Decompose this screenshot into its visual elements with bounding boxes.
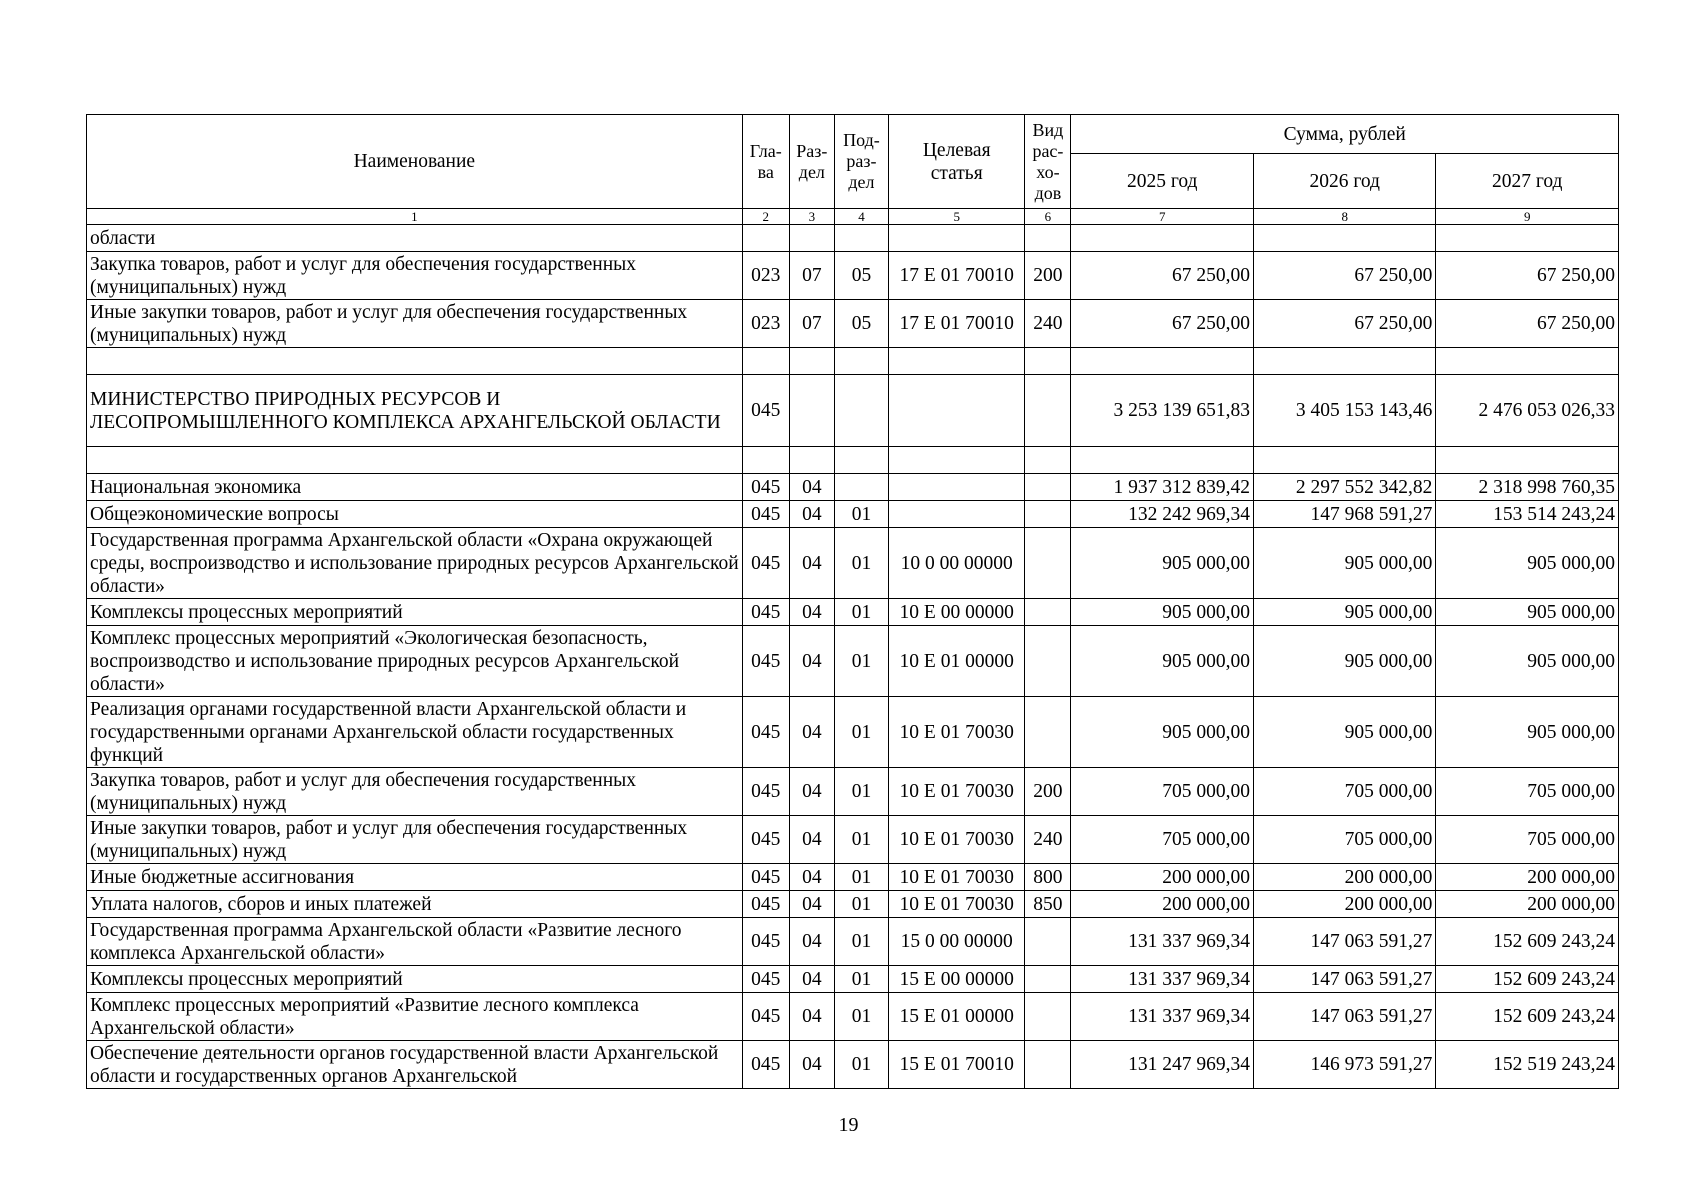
row-section: 04: [789, 816, 834, 864]
header-section: Раз- дел: [789, 115, 834, 209]
row-subsection: 01: [834, 1041, 888, 1089]
header-expense-type: Вид рас- хо- дов: [1025, 115, 1071, 209]
row-sum-2025: 131 337 969,34: [1071, 966, 1253, 993]
row-sum-2027: 905 000,00: [1436, 697, 1619, 768]
row-section: 04: [789, 626, 834, 697]
row-expense-type: 240: [1025, 300, 1071, 348]
row-sum-2027: 200 000,00: [1436, 891, 1619, 918]
row-sum-2026: 147 063 591,27: [1253, 966, 1435, 993]
row-target: [889, 447, 1025, 474]
row-name: [87, 447, 743, 474]
row-sum-2026: 67 250,00: [1253, 252, 1435, 300]
row-name: области: [87, 225, 743, 252]
row-sum-2026: 2 297 552 342,82: [1253, 474, 1435, 501]
row-section: 04: [789, 1041, 834, 1089]
row-subsection: 01: [834, 816, 888, 864]
column-number-row: [87, 209, 1619, 225]
row-section: 04: [789, 697, 834, 768]
row-chapter: 023: [742, 252, 789, 300]
row-name: Национальная экономика: [87, 474, 743, 501]
row-chapter: [742, 225, 789, 252]
row-expense-type: [1025, 348, 1071, 375]
row-target: 10 Е 01 70030: [889, 697, 1025, 768]
row-name: Иные закупки товаров, работ и услуг для обеспечения государственных (муниципальных) нужд: [87, 816, 743, 864]
row-target: 15 Е 01 70010: [889, 1041, 1025, 1089]
row-sum-2026: 705 000,00: [1253, 768, 1435, 816]
row-subsection: [834, 375, 888, 447]
row-chapter: 045: [742, 768, 789, 816]
page-number: 19: [838, 1114, 859, 1136]
row-subsection: 01: [834, 918, 888, 966]
column-number: 7: [1071, 209, 1253, 225]
table-row: [87, 993, 1619, 1041]
column-number: 9: [1436, 209, 1619, 225]
row-sum-2025: [1071, 447, 1253, 474]
row-subsection: 01: [834, 599, 888, 626]
row-subsection: 01: [834, 501, 888, 528]
row-expense-type: [1025, 474, 1071, 501]
row-subsection: 01: [834, 993, 888, 1041]
row-chapter: 045: [742, 1041, 789, 1089]
header-year-2027: 2027 год: [1436, 154, 1619, 209]
row-sum-2027: 152 519 243,24: [1436, 1041, 1619, 1089]
row-chapter: 045: [742, 474, 789, 501]
row-sum-2026: 147 063 591,27: [1253, 993, 1435, 1041]
row-chapter: 045: [742, 375, 789, 447]
row-sum-2026: [1253, 447, 1435, 474]
table-row: [87, 528, 1619, 599]
row-chapter: 045: [742, 501, 789, 528]
row-target: [889, 501, 1025, 528]
row-name: Комплекс процессных мероприятий «Экологическая безопасность, воспроизводство и использование природных ресурсов Архангельской области»: [87, 626, 743, 697]
row-sum-2026: 905 000,00: [1253, 626, 1435, 697]
row-target: 10 Е 01 00000: [889, 626, 1025, 697]
row-target: [889, 375, 1025, 447]
row-name: Реализация органами государственной власти Архангельской области и государственными органами Архангельской области государственных функций: [87, 697, 743, 768]
table-row: [87, 918, 1619, 966]
row-sum-2027: 905 000,00: [1436, 528, 1619, 599]
row-sum-2025: 905 000,00: [1071, 599, 1253, 626]
row-section: 07: [789, 252, 834, 300]
row-target: [889, 474, 1025, 501]
row-expense-type: 850: [1025, 891, 1071, 918]
row-target: 15 0 00 00000: [889, 918, 1025, 966]
row-expense-type: [1025, 918, 1071, 966]
table-row: [87, 474, 1619, 501]
row-chapter: 045: [742, 918, 789, 966]
row-subsection: 01: [834, 891, 888, 918]
table-row: [87, 447, 1619, 474]
row-chapter: 045: [742, 599, 789, 626]
row-name: Комплексы процессных мероприятий: [87, 966, 743, 993]
row-target: 10 Е 01 70030: [889, 768, 1025, 816]
row-sum-2025: 1 937 312 839,42: [1071, 474, 1253, 501]
row-name: [87, 348, 743, 375]
row-sum-2026: 200 000,00: [1253, 864, 1435, 891]
row-section: 04: [789, 474, 834, 501]
row-subsection: [834, 348, 888, 375]
row-target: [889, 225, 1025, 252]
row-sum-2026: 905 000,00: [1253, 528, 1435, 599]
row-sum-2025: 905 000,00: [1071, 626, 1253, 697]
budget-table: [86, 114, 1619, 1089]
row-sum-2027: 152 609 243,24: [1436, 966, 1619, 993]
column-number: 8: [1253, 209, 1435, 225]
row-chapter: 045: [742, 816, 789, 864]
row-section: [789, 225, 834, 252]
row-sum-2027: [1436, 348, 1619, 375]
row-subsection: [834, 474, 888, 501]
row-sum-2026: [1253, 348, 1435, 375]
row-sum-2026: 67 250,00: [1253, 300, 1435, 348]
row-expense-type: [1025, 697, 1071, 768]
row-subsection: [834, 447, 888, 474]
row-chapter: 045: [742, 993, 789, 1041]
header-name: Наименование: [87, 115, 743, 209]
row-subsection: 01: [834, 697, 888, 768]
row-chapter: [742, 348, 789, 375]
row-sum-2026: 146 973 591,27: [1253, 1041, 1435, 1089]
header-chapter: Гла- ва: [742, 115, 789, 209]
row-sum-2027: 67 250,00: [1436, 252, 1619, 300]
table-row: [87, 348, 1619, 375]
row-expense-type: [1025, 225, 1071, 252]
row-section: 07: [789, 300, 834, 348]
row-expense-type: [1025, 501, 1071, 528]
row-expense-type: [1025, 626, 1071, 697]
row-sum-2027: 905 000,00: [1436, 626, 1619, 697]
row-sum-2025: 3 253 139 651,83: [1071, 375, 1253, 447]
row-sum-2027: 905 000,00: [1436, 599, 1619, 626]
row-chapter: 045: [742, 966, 789, 993]
row-section: 04: [789, 528, 834, 599]
row-subsection: 01: [834, 966, 888, 993]
row-sum-2025: 131 247 969,34: [1071, 1041, 1253, 1089]
row-expense-type: 200: [1025, 252, 1071, 300]
row-sum-2025: 132 242 969,34: [1071, 501, 1253, 528]
row-sum-2026: 905 000,00: [1253, 697, 1435, 768]
row-name: Комплекс процессных мероприятий «Развитие лесного комплекса Архангельской области»: [87, 993, 743, 1041]
row-sum-2027: 152 609 243,24: [1436, 993, 1619, 1041]
row-name: Закупка товаров, работ и услуг для обеспечения государственных (муниципальных) нужд: [87, 252, 743, 300]
row-sum-2025: [1071, 348, 1253, 375]
header-year-2025: 2025 год: [1071, 154, 1253, 209]
row-sum-2025: 131 337 969,34: [1071, 918, 1253, 966]
row-target: 15 Е 01 00000: [889, 993, 1025, 1041]
row-name: МИНИСТЕРСТВО ПРИРОДНЫХ РЕСУРСОВ И ЛЕСОПРОМЫШЛЕННОГО КОМПЛЕКСА АРХАНГЕЛЬСКОЙ ОБЛАСТИ: [87, 375, 743, 447]
row-sum-2027: 2 318 998 760,35: [1436, 474, 1619, 501]
row-name: Обеспечение деятельности органов государственной власти Архангельской области и государственных органов Архангельской: [87, 1041, 743, 1089]
row-sum-2025: 905 000,00: [1071, 528, 1253, 599]
row-chapter: 045: [742, 697, 789, 768]
row-section: 04: [789, 891, 834, 918]
row-sum-2025: 200 000,00: [1071, 891, 1253, 918]
row-subsection: 01: [834, 768, 888, 816]
row-section: 04: [789, 993, 834, 1041]
row-target: 10 Е 01 70030: [889, 816, 1025, 864]
row-section: 04: [789, 864, 834, 891]
row-section: 04: [789, 918, 834, 966]
row-target: 10 Е 01 70030: [889, 891, 1025, 918]
row-sum-2025: 705 000,00: [1071, 768, 1253, 816]
row-name: Комплексы процессных мероприятий: [87, 599, 743, 626]
row-section: [789, 447, 834, 474]
row-sum-2025: 67 250,00: [1071, 300, 1253, 348]
row-expense-type: [1025, 993, 1071, 1041]
row-expense-type: [1025, 447, 1071, 474]
row-subsection: 05: [834, 300, 888, 348]
row-expense-type: [1025, 599, 1071, 626]
row-sum-2026: 705 000,00: [1253, 816, 1435, 864]
row-sum-2025: 200 000,00: [1071, 864, 1253, 891]
row-chapter: 045: [742, 864, 789, 891]
table-row: [87, 225, 1619, 252]
row-sum-2025: 131 337 969,34: [1071, 993, 1253, 1041]
row-sum-2027: 152 609 243,24: [1436, 918, 1619, 966]
row-section: 04: [789, 599, 834, 626]
row-subsection: 01: [834, 864, 888, 891]
row-expense-type: 200: [1025, 768, 1071, 816]
table-row: [87, 252, 1619, 300]
row-name: Иные бюджетные ассигнования: [87, 864, 743, 891]
row-name: Закупка товаров, работ и услуг для обеспечения государственных (муниципальных) нужд: [87, 768, 743, 816]
row-sum-2026: [1253, 225, 1435, 252]
table-row: [87, 891, 1619, 918]
column-number: 1: [87, 209, 743, 225]
row-sum-2025: [1071, 225, 1253, 252]
row-sum-2026: 147 968 591,27: [1253, 501, 1435, 528]
row-name: Государственная программа Архангельской области «Охрана окружающей среды, воспроизводство и использование природных ресурсов Архангельской области»: [87, 528, 743, 599]
row-sum-2027: 153 514 243,24: [1436, 501, 1619, 528]
row-sum-2025: 705 000,00: [1071, 816, 1253, 864]
row-chapter: 023: [742, 300, 789, 348]
row-target: [889, 348, 1025, 375]
row-name: Общеэкономические вопросы: [87, 501, 743, 528]
row-expense-type: 240: [1025, 816, 1071, 864]
row-expense-type: 800: [1025, 864, 1071, 891]
row-chapter: [742, 447, 789, 474]
row-sum-2027: [1436, 225, 1619, 252]
row-target: 17 Е 01 70010: [889, 252, 1025, 300]
table-row: [87, 501, 1619, 528]
row-name: Государственная программа Архангельской области «Развитие лесного комплекса Архангельской области»: [87, 918, 743, 966]
table-row: [87, 300, 1619, 348]
row-chapter: 045: [742, 528, 789, 599]
column-number: 5: [889, 209, 1025, 225]
row-sum-2025: 905 000,00: [1071, 697, 1253, 768]
row-sum-2026: 905 000,00: [1253, 599, 1435, 626]
table-row: [87, 966, 1619, 993]
row-sum-2026: 3 405 153 143,46: [1253, 375, 1435, 447]
header-subsection: Под- раз- дел: [834, 115, 888, 209]
row-sum-2027: 2 476 053 026,33: [1436, 375, 1619, 447]
header-sum: Сумма, рублей: [1071, 115, 1619, 154]
row-section: [789, 348, 834, 375]
row-target: 10 0 00 00000: [889, 528, 1025, 599]
table-row: [87, 375, 1619, 447]
row-sum-2025: 67 250,00: [1071, 252, 1253, 300]
row-sum-2027: [1436, 447, 1619, 474]
table-row: [87, 697, 1619, 768]
row-subsection: [834, 225, 888, 252]
header-year-2026: 2026 год: [1253, 154, 1435, 209]
row-expense-type: [1025, 966, 1071, 993]
header-target: Целевая статья: [889, 115, 1025, 209]
row-sum-2027: 200 000,00: [1436, 864, 1619, 891]
row-name: Уплата налогов, сборов и иных платежей: [87, 891, 743, 918]
row-target: 15 Е 00 00000: [889, 966, 1025, 993]
row-target: 10 Е 00 00000: [889, 599, 1025, 626]
column-number: 6: [1025, 209, 1071, 225]
row-section: [789, 375, 834, 447]
row-sum-2027: 705 000,00: [1436, 816, 1619, 864]
row-name: Иные закупки товаров, работ и услуг для обеспечения государственных (муниципальных) нужд: [87, 300, 743, 348]
column-number: 4: [834, 209, 888, 225]
row-subsection: 01: [834, 626, 888, 697]
row-sum-2027: 67 250,00: [1436, 300, 1619, 348]
row-sum-2027: 705 000,00: [1436, 768, 1619, 816]
row-sum-2026: 200 000,00: [1253, 891, 1435, 918]
row-chapter: 045: [742, 626, 789, 697]
row-target: 10 Е 01 70030: [889, 864, 1025, 891]
row-subsection: 05: [834, 252, 888, 300]
table-row: [87, 816, 1619, 864]
row-expense-type: [1025, 375, 1071, 447]
row-subsection: 01: [834, 528, 888, 599]
table-row: [87, 599, 1619, 626]
row-target: 17 Е 01 70010: [889, 300, 1025, 348]
column-number: 3: [789, 209, 834, 225]
table-row: [87, 626, 1619, 697]
column-number: 2: [742, 209, 789, 225]
table-row: [87, 768, 1619, 816]
row-section: 04: [789, 501, 834, 528]
table-body: [87, 225, 1619, 1089]
row-section: 04: [789, 768, 834, 816]
row-chapter: 045: [742, 891, 789, 918]
row-expense-type: [1025, 528, 1071, 599]
table-row: [87, 864, 1619, 891]
row-expense-type: [1025, 1041, 1071, 1089]
row-section: 04: [789, 966, 834, 993]
row-sum-2026: 147 063 591,27: [1253, 918, 1435, 966]
table-row: [87, 1041, 1619, 1089]
